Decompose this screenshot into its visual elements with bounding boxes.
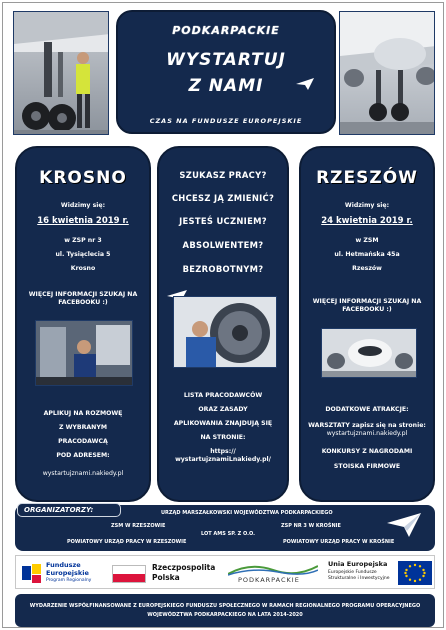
middle-list-4: NA STRONIE: [200,434,246,441]
rzeszow-extra-title: DODATKOWE ATRAKCJE: [325,406,409,413]
middle-list-1: LISTA PRACODAWCÓW [183,392,263,399]
krosno-cta-1: APLIKUJ NA ROZMOWĘ [43,410,123,417]
eu-flag-icon [398,561,432,585]
rp-line-2: Polska [152,573,180,582]
logo-podkarpackie [228,562,318,586]
landing-gear-illustration [14,12,109,135]
rzeszow-extra-4: STOISKA FIRMOWE [333,463,401,470]
fe-line-3: Program Regionalny [46,578,92,583]
organizer-pup-rzeszow: POWIATOWY URZĄD PRACY W RZESZOWIE [67,539,187,545]
paper-plane-icon-organizers [387,513,421,537]
question-unemployed: BEZROBOTNYM? [182,264,264,274]
rzeszow-extra-3: KONKURSY Z NAGRODAMI [321,448,413,455]
organizer-zsm-rzeszow: ZSM W RZESZOWIE [111,523,166,529]
krosno-date: 16 kwietnia 2019 r. [37,216,129,226]
podkarpackie-mountains-icon [228,562,318,576]
pk-text: PODKARPACKIE [238,576,300,584]
krosno-invite: Widzimy się: [60,202,106,209]
title-box [116,10,336,134]
rzeszow-city-title: RZESZÓW [316,168,418,188]
logo-unia-europejska [328,559,432,587]
photo-workshop-krosno [35,320,133,386]
logos-strip [15,555,435,589]
title-subtitle: CZAS NA FUNDUSZE EUROPEJSKIE [149,117,303,125]
rzeszow-date: 24 kwietnia 2019 r. [321,216,413,226]
photo-aircraft-hangar [321,328,417,378]
krosno-place-1: w ZSP nr 3 [64,237,102,244]
rzeszow-panel [299,146,435,502]
organizer-marshal-office: URZĄD MARSZAŁKOWSKI WOJEWÓDZTWA PODKARPACKIEGO [161,510,333,516]
photo-landing-gear-mechanic [13,11,109,135]
title-main: WYSTARTUJ [166,50,286,70]
question-job: SZUKASZ PRACY? [179,170,267,180]
polish-flag-icon [112,565,146,583]
organizers-label: ORGANIZATORZY: [24,506,94,514]
krosno-city-title: KROSNO [39,168,127,188]
organizers-label-tag [17,503,121,517]
organizer-zsp-krosno: ZSP NR 3 W KROŚNIE [281,523,341,529]
krosno-panel [15,146,151,502]
ue-line-1: Unia Europejska [328,560,388,568]
organizer-lot-ams: LOT AMS SP. Z O.O. [201,531,256,537]
question-change: CHCESZ JĄ ZMIENIĆ? [171,193,275,203]
krosno-more-1: WIĘCEJ INFORMACJI SZUKAJ NA [28,291,138,298]
rzeszow-place-3: Rzeszów [352,265,382,272]
rzeszow-place-1: w ZSM [355,237,379,244]
organizer-pup-krosno: POWIATOWY URZĄD PRACY W KROŚNIE [283,539,395,545]
middle-list-3: APLIKOWANIA ZNAJDUJĄ SIĘ [173,420,273,427]
rzeszow-invite: Widzimy się: [344,202,390,209]
middle-panel [157,146,289,502]
title-region: PODKARPACKIE [172,24,280,37]
krosno-more-2: FACEBOOKU :) [58,299,108,306]
aircraft-illustration [340,12,435,135]
poster [2,2,444,628]
middle-url-1[interactable]: https:// [210,448,236,455]
krosno-url-link[interactable]: wystartujznami.nakiedy.pl [42,470,124,477]
fe-line-1: Fundusze [46,561,81,569]
photo-engine-technician [173,296,277,368]
middle-list-2: ORAZ ZASADY [198,406,248,413]
krosno-cta-4: POD ADRESEM: [56,452,110,459]
rzeszow-more-1: WIĘCEJ INFORMACJI SZUKAJ NA [312,298,422,305]
hangar-illustration [322,329,417,378]
logo-rzeczpospolita [112,561,216,585]
krosno-cta-3: PRACODAWCĄ [58,438,108,445]
rzeszow-more-2: FACEBOOKU :) [342,306,392,313]
footer-bar [15,594,435,627]
rp-line-1: Rzeczpospolita [152,563,216,572]
engine-illustration [174,297,277,368]
ue-line-2: Europejskie Fundusze [328,570,377,575]
rzeszow-extra-1: WARSZTATY zapisz się na stronie: [308,422,426,429]
krosno-cta-2: Z WYBRANYM [58,424,108,431]
fe-line-2: Europejskie [46,569,89,577]
paper-plane-icon [296,78,314,90]
footer-line-2: WOJEWÓDZTWA PODKARPACKIEGO NA LATA 2014-2020 [147,612,303,618]
krosno-place-2: ul. Tysiąclecia 5 [55,251,111,258]
logo-fundusze-europejskie [22,561,102,585]
photo-aircraft-front [339,11,435,135]
krosno-place-3: Krosno [70,265,96,272]
ue-line-3: Strukturalne i Inwestycyjne [328,576,390,581]
workshop-illustration [36,321,133,386]
footer-line-1: WYDARZENIE WSPÓŁFINANSOWANE Z EUROPEJSKIEGO FUNDUSZU SPOŁECZNEGO W RAMACH REGIONALNEGO PROGRAMU OPERACYJNEGO [29,603,421,609]
question-student: JESTEŚ UCZNIEM? [179,216,267,226]
question-graduate: ABSOLWENTEM? [182,240,264,250]
rzeszow-place-2: ul. Hetmańska 45a [334,251,400,258]
middle-url-2[interactable]: wystartujznamiLnakiedy.pl/ [175,456,271,463]
rzeszow-extra-2[interactable]: wystartujznami.nakiedy.pl [326,430,408,437]
fe-star-icon [22,562,42,584]
title-main-2: Z NAMI [188,76,264,96]
